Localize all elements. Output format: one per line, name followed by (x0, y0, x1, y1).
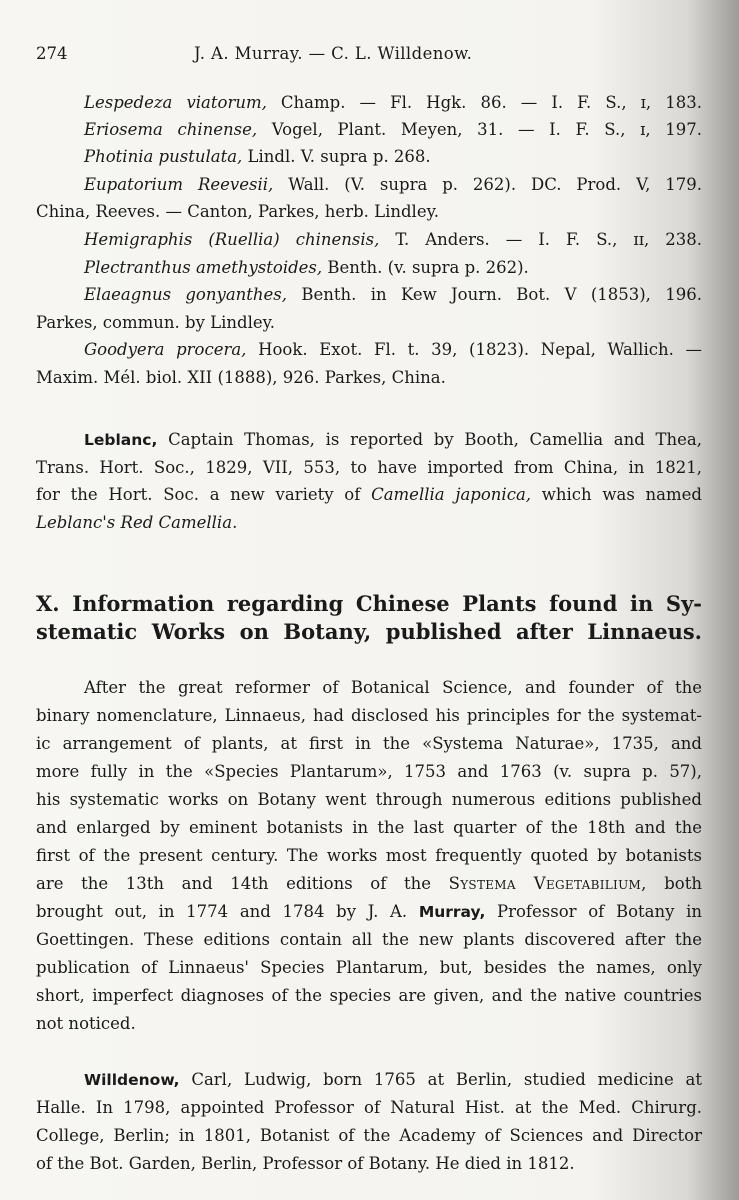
section-heading: X. Information regarding Chinese Plants found in Sy- (36, 591, 702, 616)
leblanc-name: Leblanc, (84, 431, 158, 449)
entry-line: Eupatorium Reevesii, Wall. (V. supra p. 262). DC. Prod. V, 179. (84, 175, 702, 194)
leblanc-entry-line: for the Hort. Soc. a new variety of Camellia japonica, which was named (36, 485, 702, 504)
paragraph-line: not noticed. (36, 1014, 136, 1033)
entry-line: Hemigraphis (Ruellia) chinensis, T. Anders. — I. F. S., ɪɪ, 238. (84, 230, 703, 249)
entry-line: Elaeagnus gonyanthes, Benth. in Kew Journ. Bot. V (1853), 196. (84, 285, 702, 304)
leblanc-entry-line: Leblanc's Red Camellia. (36, 513, 238, 532)
willdenow-entry-line: Willdenow, Carl, Ludwig, born 1765 at Berlin, studied medicine at (84, 1070, 702, 1089)
paragraph-line: publication of Linnaeus' Species Plantarum, but, besides the names, only (36, 958, 702, 977)
paragraph-line: ic arrangement of plants, at first in the «Systema Naturae», 1735, and (36, 734, 702, 753)
entry-line: Lespedeza viatorum, Champ. — Fl. Hgk. 86. — I. F. S., ɪ, 183. (84, 93, 702, 112)
entry-line: Photinia pustulata, Lindl. V. supra p. 268. (84, 147, 431, 166)
paragraph-line: brought out, in 1774 and 1784 by J. A. Murray, Professor of Botany in (36, 902, 702, 921)
paragraph-line: short, imperfect diagnoses of the species are given, and the native countries (36, 986, 702, 1005)
paragraph-line: his systematic works on Botany went through numerous editions published (36, 790, 702, 809)
page-header (36, 44, 702, 70)
paragraph-line: are the 13th and 14th editions of the Systema Vegetabilium, both (36, 874, 702, 893)
entry-line: Goodyera procera, Hook. Exot. Fl. t. 39, (1823). Nepal, Wallich. — (84, 340, 702, 359)
willdenow-entry-line: Halle. In 1798, appointed Professor of Natural Hist. at the Med. Chirurg. (36, 1098, 702, 1117)
section-heading: stematic Works on Botany, published after Linnaeus. (36, 619, 702, 644)
paragraph-line: first of the present century. The works most frequently quoted by botanists (36, 846, 702, 865)
leblanc-entry-line: Trans. Hort. Soc., 1829, VII, 553, to have imported from China, in 1821, (36, 458, 702, 477)
leblanc-entry-line: Leblanc, Captain Thomas, is reported by Booth, Camellia and Thea, (84, 430, 702, 449)
entry-line: Eriosema chinense, Vogel, Plant. Meyen, 31. — I. F. S., ɪ, 197. (84, 120, 702, 139)
paragraph-line: Goettingen. These editions contain all the new plants discovered after the (36, 930, 702, 949)
page-number: 274 (36, 44, 68, 63)
murray-name: Murray, (418, 903, 486, 921)
paragraph-line: binary nomenclature, Linnaeus, had disclosed his principles for the systemat- (36, 706, 702, 725)
entry-line: Maxim. Mél. biol. XII (1888), 926. Parkes, China. (36, 368, 446, 387)
willdenow-entry-line: of the Bot. Garden, Berlin, Professor of Botany. He died in 1812. (36, 1154, 575, 1173)
systema-vegetabilium: Systema Vegetabilium, (448, 874, 647, 893)
willdenow-name: Willdenow, (84, 1071, 180, 1089)
willdenow-entry-line: College, Berlin; in 1801, Botanist of the Academy of Sciences and Director (36, 1126, 702, 1145)
paragraph-line: After the great reformer of Botanical Science, and founder of the (84, 678, 702, 697)
running-title: J. A. Murray. — C. L. Willdenow. (194, 44, 473, 63)
entry-line: China, Reeves. — Canton, Parkes, herb. Lindley. (36, 202, 439, 221)
paragraph-line: more fully in the «Species Plantarum», 1753 and 1763 (v. supra p. 57), (36, 762, 702, 781)
entry-line: Plectranthus amethystoides, Benth. (v. supra p. 262). (84, 258, 529, 277)
entry-line: Parkes, commun. by Lindley. (36, 313, 275, 332)
paragraph-line: and enlarged by eminent botanists in the last quarter of the 18th and the (36, 818, 702, 837)
